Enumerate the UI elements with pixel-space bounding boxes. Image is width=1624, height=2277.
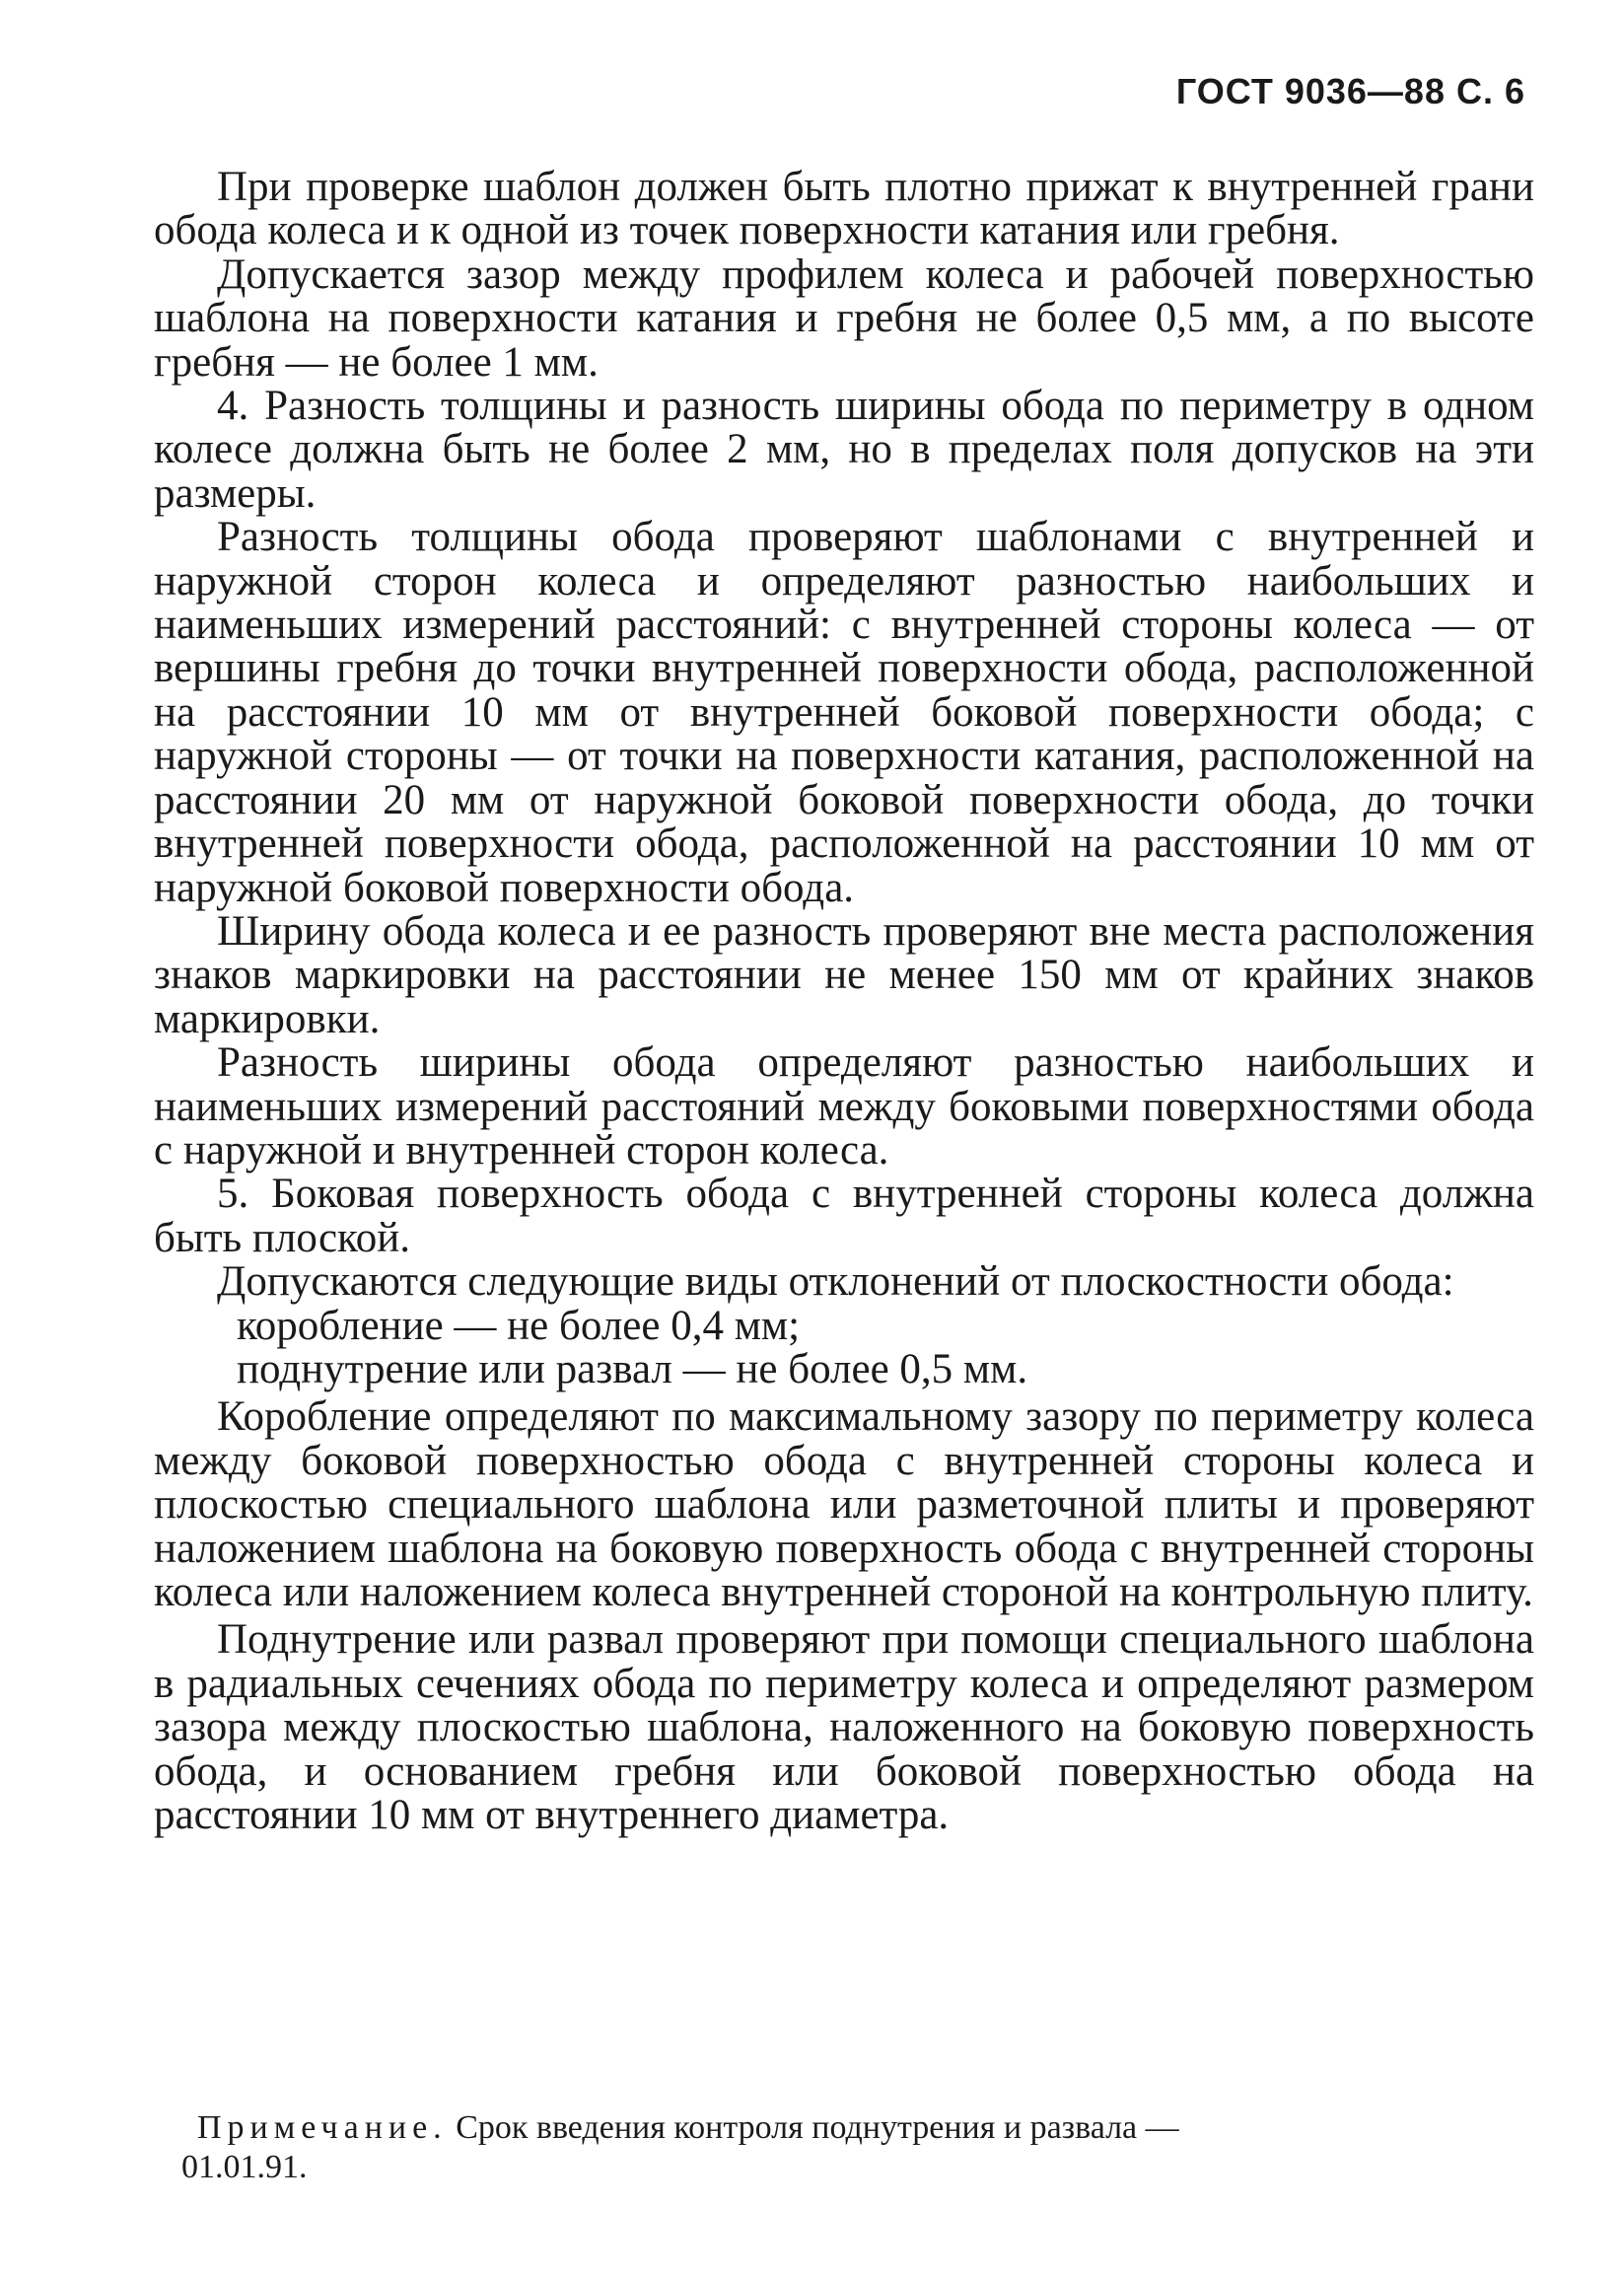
list-item-undercut: поднутрение или развал — не более 0,5 мм.: [237, 1345, 1028, 1392]
paragraph-item-5: 5. Боковая поверхность обода с внутренней стороны колеса должна быть плоской.: [154, 1171, 1534, 1261]
paragraph-deviations-intro: Допускаются следующие виды отклонений от плоскостности обода:: [217, 1258, 1454, 1306]
document-body: [154, 166, 1534, 1837]
paragraph-width-check: Ширину обода колеса и ее разность проверяют вне места расположения знаков маркировки на расстоянии не менее 150 мм от крайних знаков маркировки.: [154, 907, 1534, 1042]
paragraph-template-check: При проверке шаблон должен быть плотно прижат к внутренней грани обода колеса и к одной из точек поверхности катания или гребня.: [154, 164, 1534, 254]
note-lead: Примечание.: [197, 2109, 448, 2146]
note-date: 01.01.91.: [181, 2149, 308, 2185]
footnote: [181, 2108, 1538, 2187]
note-text: Срок введения контроля поднутрения и развала —: [456, 2109, 1179, 2146]
paragraph-thickness-difference: Разность толщины обода проверяют шаблонами с внутренней и наружной сторон колеса и определяют разностью наибольших и наименьших измерений расстояний: с внутренней стороны колеса — от вершины гребня до точки внутренней поверхности обода, расположенной на расстоянии 10 мм от внутренней боковой поверхности обода; с наружной стороны — от точки на поверхности катания, расположенной на расстоянии 20 мм от наружной боковой поверхности обода, до точки внутренней поверхности обода, расположенной на расстоянии 10 мм от наружной боковой поверхности обода.: [154, 514, 1534, 911]
page-header: ГОСТ 9036—88 С. 6: [1175, 71, 1525, 111]
list-item-warping: коробление — не более 0,4 мм;: [237, 1302, 801, 1349]
paragraph-gap-tolerance: Допускается зазор между профилем колеса и рабочей поверхностью шаблона на поверхности катания и гребня не более 0,5 мм, а по высоте гребня — не более 1 мм.: [154, 250, 1534, 386]
paragraph-width-difference: Разность ширины обода определяют разностью наибольших и наименьших измерений расстояний между боковыми поверхностями обода с наружной и внутренней сторон колеса.: [154, 1039, 1534, 1174]
paragraph-warping-method: Коробление определяют по максимальному зазору по периметру колеса между боковой поверхностью обода с внутренней стороны колеса и плоскостью специального шаблона или разметочной плиты и проверяют наложением шаблона на боковую поверхность обода с внутренней стороны колеса или наложением колеса внутренней стороной на контрольную плиту.: [154, 1393, 1534, 1615]
paragraph-undercut-method: Поднутрение или развал проверяют при помощи специального шаблона в радиальных сечениях обода по периметру колеса и определяют размером зазора между плоскостью шаблона, наложенного на боковую поверхность обода, и основанием гребня или боковой поверхностью обода на расстоянии 10 мм от внутреннего диаметра.: [154, 1616, 1534, 1839]
paragraph-item-4: 4. Разность толщины и разность ширины обода по периметру в одном колесе должна быть не более 2 мм, но в пределах поля допусков на эти размеры.: [154, 383, 1534, 517]
